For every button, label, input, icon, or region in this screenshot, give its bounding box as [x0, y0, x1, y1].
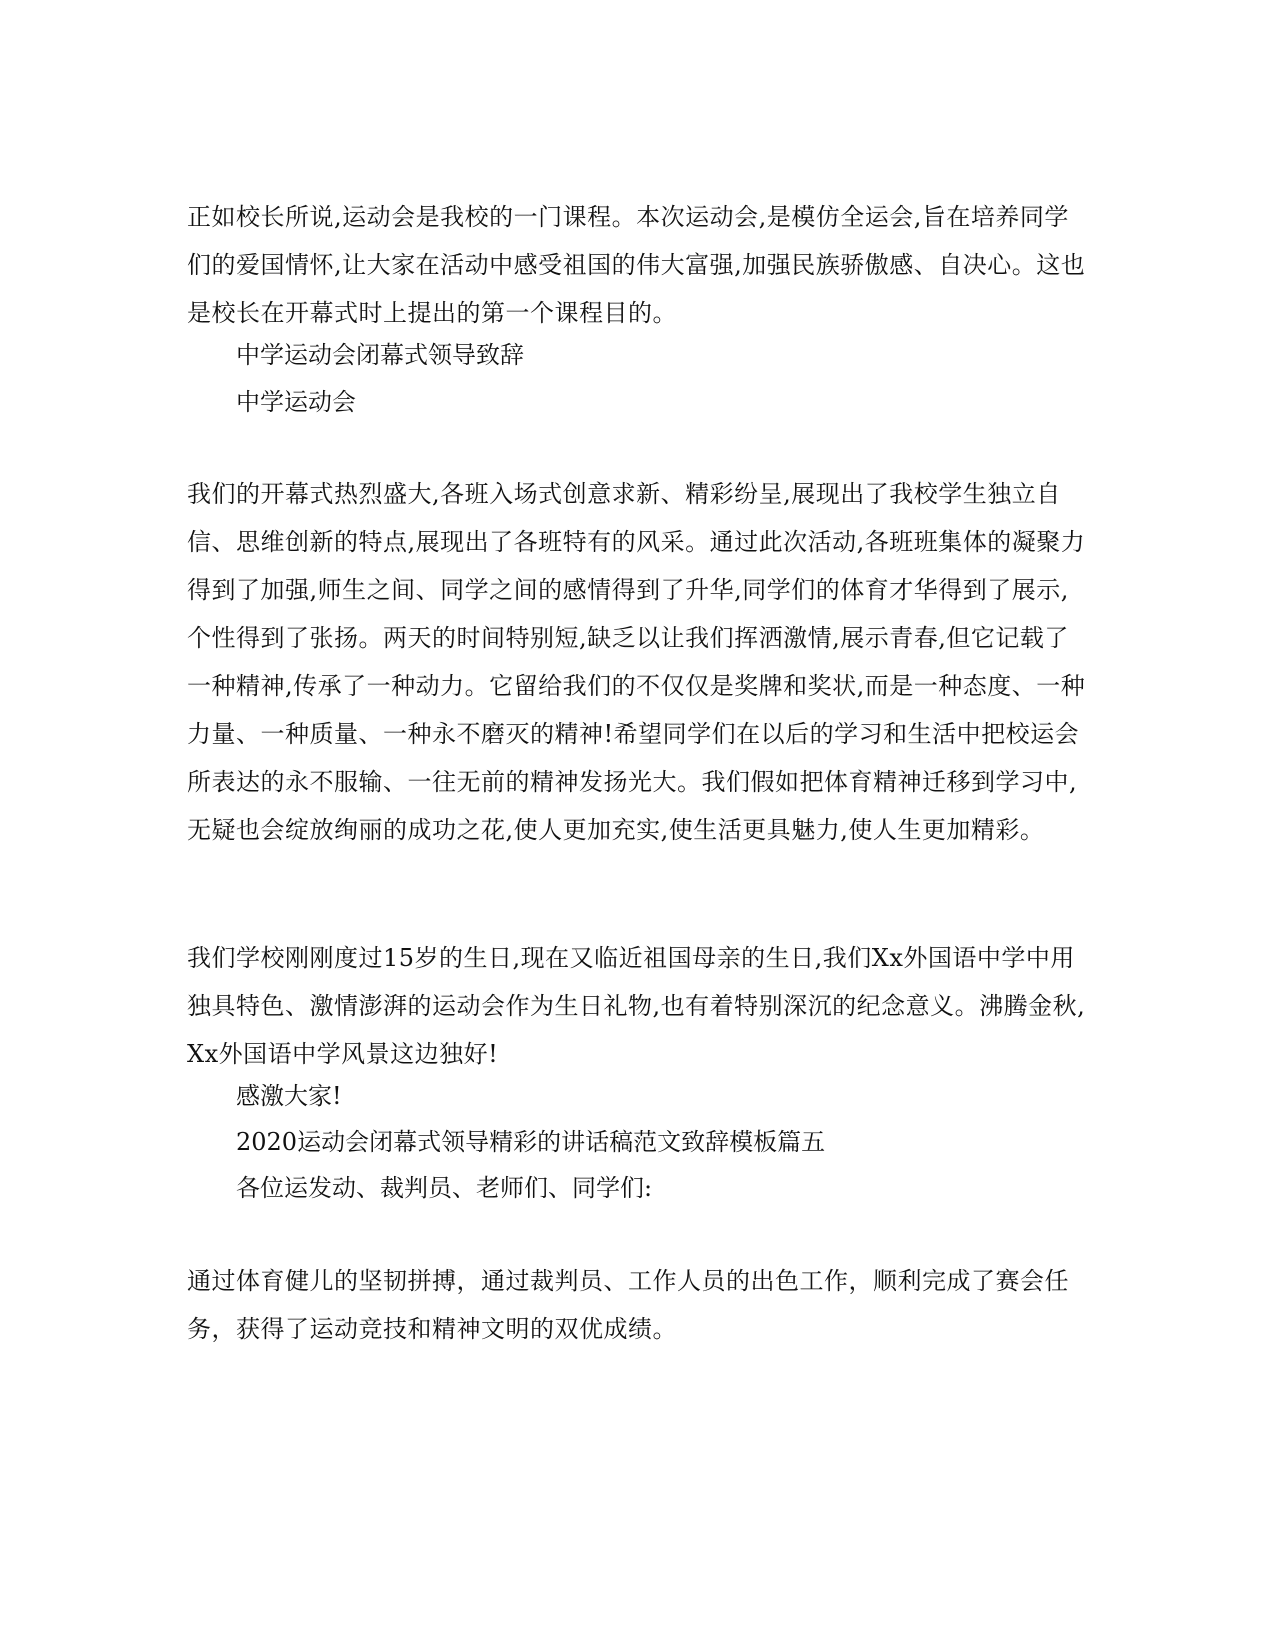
- section-title-five: 2020运动会闭幕式领导精彩的讲话稿范文致辞模板篇五: [236, 1128, 826, 1156]
- thanks-line: 感激大家!: [236, 1082, 342, 1110]
- paragraph-course-intro: 正如校长所说,运动会是我校的一门课程。本次运动会,是模仿全运会,旨在培养同学们的爱国情怀,让大家在活动中感受祖国的伟大富强,加强民族骄傲感、自决心。这也是校长在开幕式时上提出的第一个课程目的。: [187, 203, 1086, 327]
- paragraph-school-birthday: 我们学校刚刚度过15岁的生日,现在又临近祖国母亲的生日,我们Xx外国语中学中用独具特色、激情澎湃的运动会作为生日礼物,也有着特别深沉的纪念意义。沸腾金秋,Xx外国语中学风景这边独好!: [187, 944, 1086, 1068]
- paragraph-results: 通过体育健儿的坚韧拼搏，通过裁判员、工作人员的出色工作，顺利完成了赛会任务，获得了运动竞技和精神文明的双优成绩。: [187, 1267, 1069, 1343]
- paragraph-opening-ceremony: 我们的开幕式热烈盛大,各班入场式创意求新、精彩纷呈,展现出了我校学生独立自信、思维创新的特点,展现出了各班特有的风采。通过此次活动,各班班集体的凝聚力得到了加强,师生之间、同学之间的感情得到了升华,同学们的体育才华得到了展示,个性得到了张扬。两天的时间特别短,缺乏以让我们挥洒激情,展示青春,但它记载了一种精神,传承了一种动力。它留给我们的不仅仅是奖牌和奖状,而是一种态度、一种力量、一种质量、一种永不磨灭的精神!希望同学们在以后的学习和生活中把校运会所表达的永不服输、一往无前的精神发扬光大。我们假如把体育精神迁移到学习中,无疑也会绽放绚丽的成功之花,使人更加充实,使生活更具魅力,使人生更加精彩。: [187, 480, 1086, 844]
- heading-sports-meet: 中学运动会: [236, 388, 356, 416]
- greeting-line: 各位运发动、裁判员、老师们、同学们:: [236, 1174, 653, 1202]
- heading-closing-speech: 中学运动会闭幕式领导致辞: [236, 341, 524, 369]
